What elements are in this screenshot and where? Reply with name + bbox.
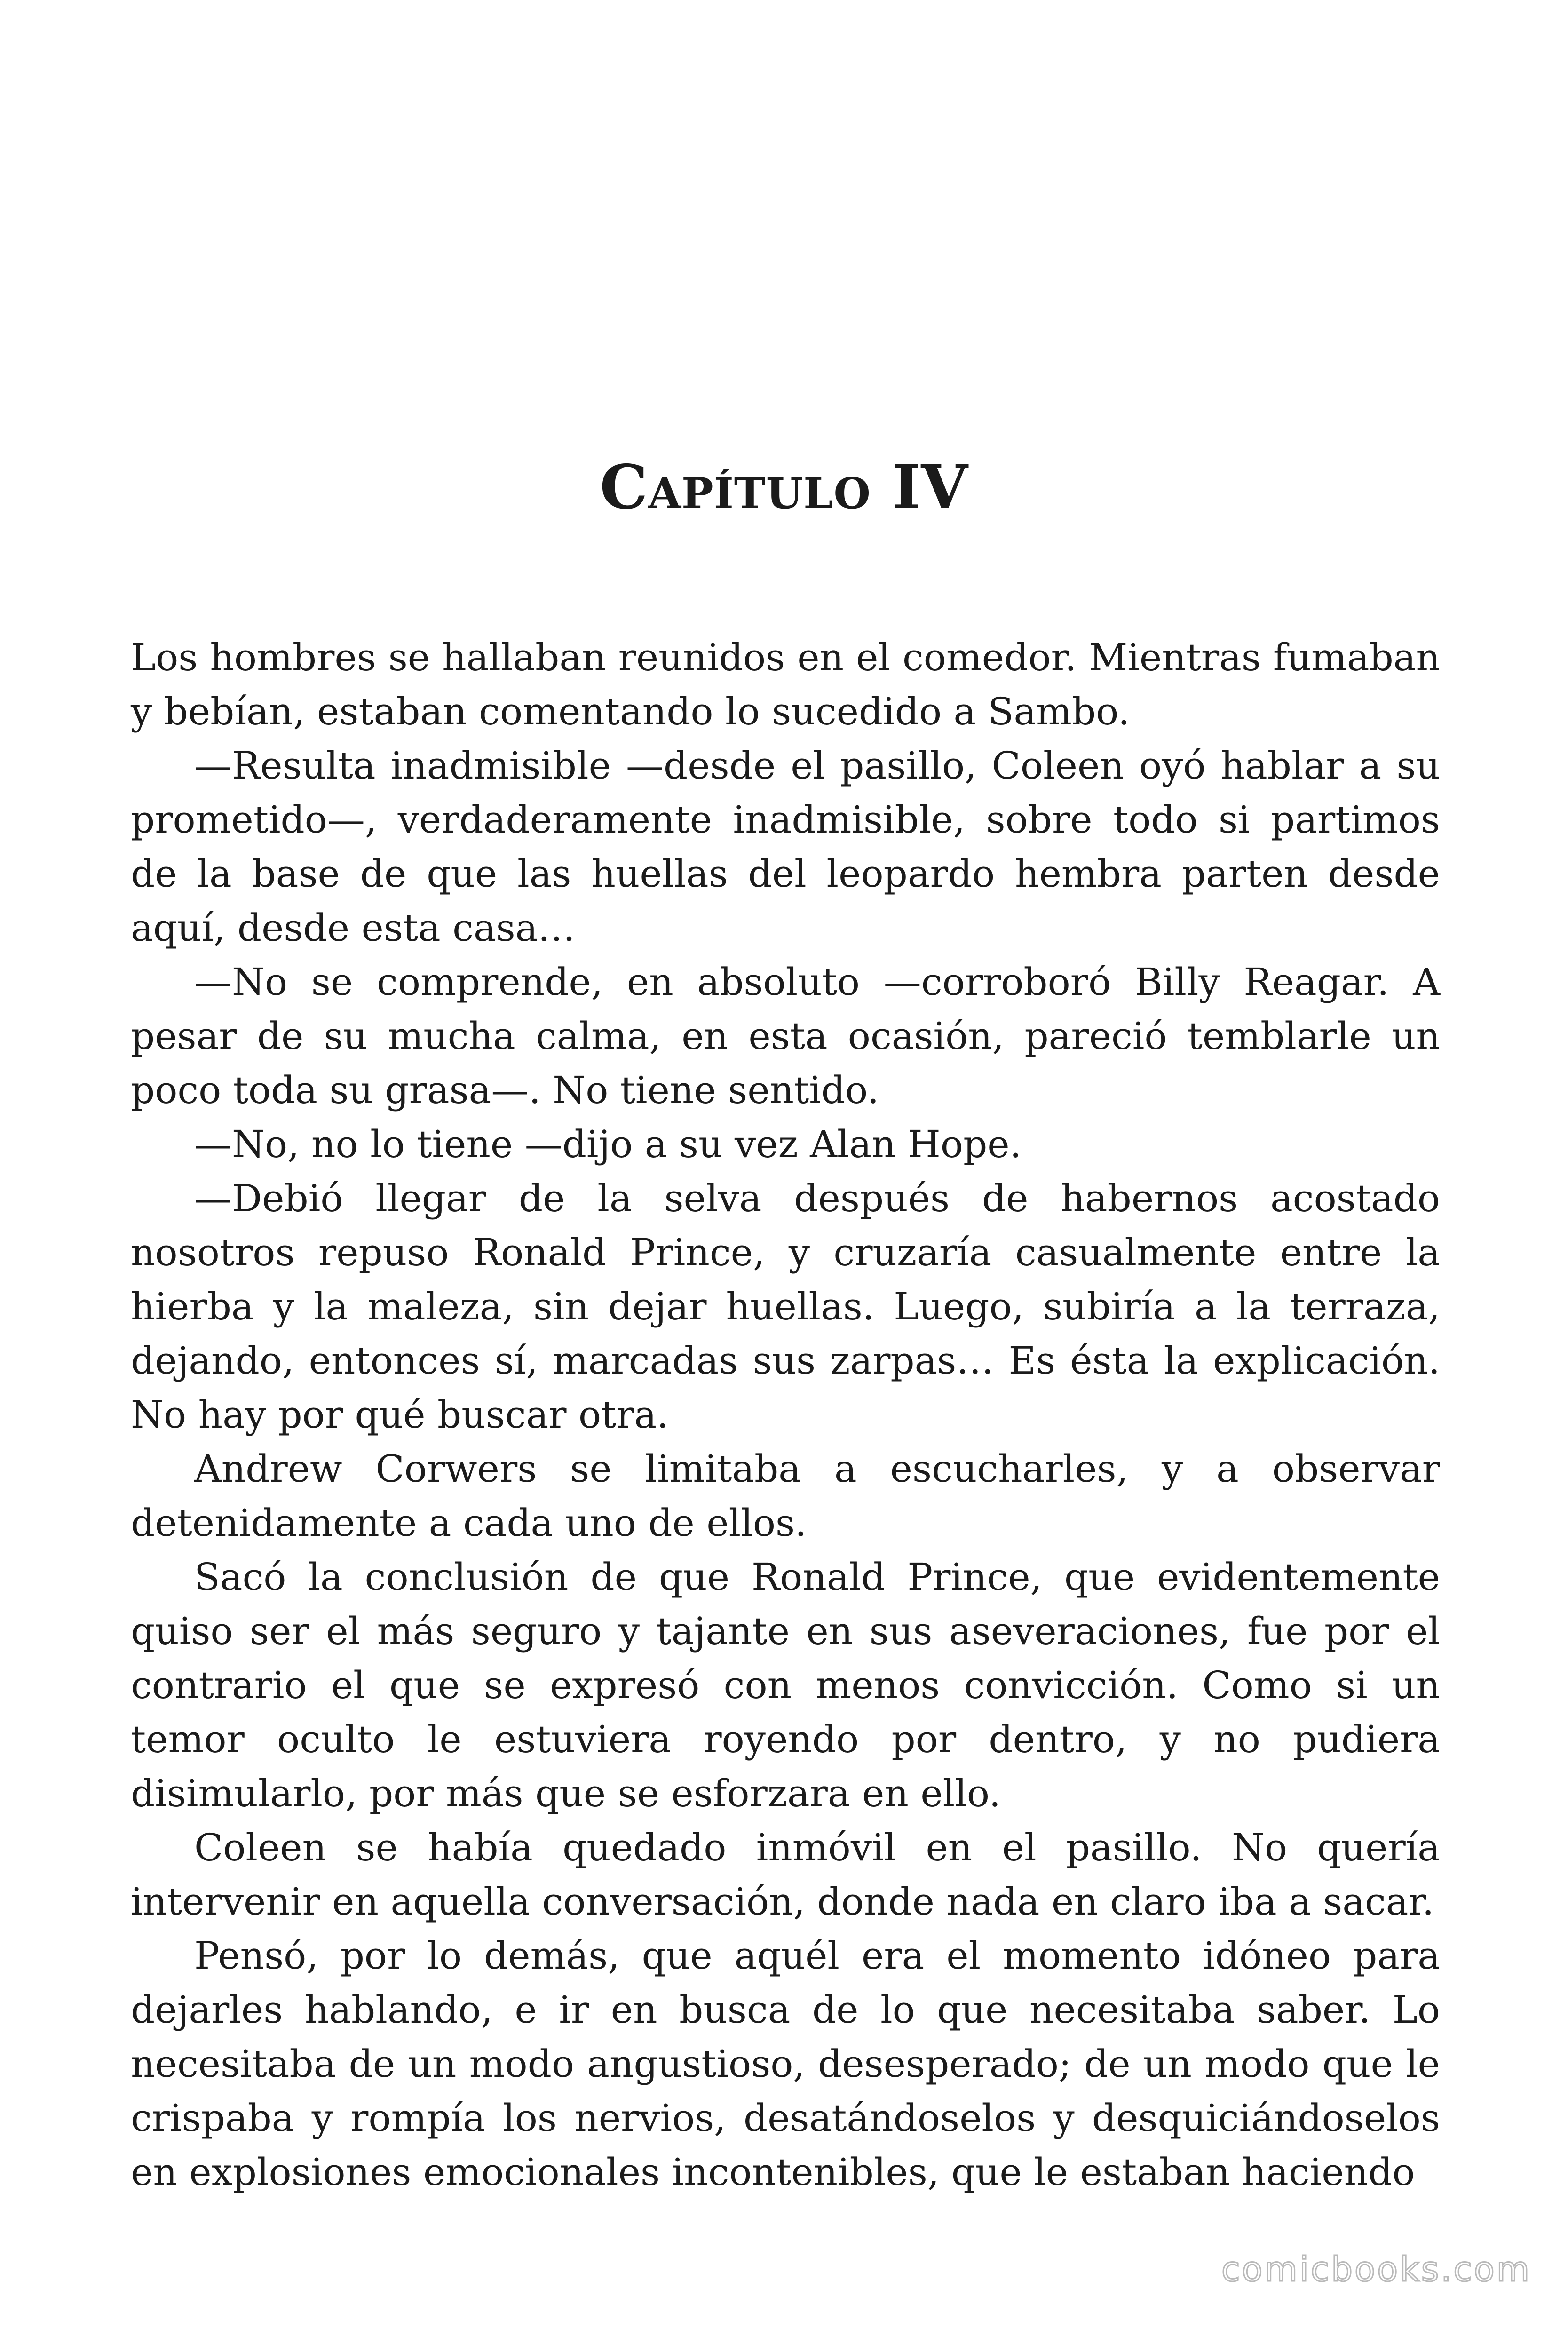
paragraph: Coleen se había quedado inmóvil en el pasillo. No quería intervenir en aquella conversación, donde nada en claro iba a sacar. [131, 1826, 1440, 1923]
watermark-text: comicbooks.com [1221, 2249, 1531, 2289]
chapter-title: Capítulo IV [600, 452, 968, 523]
chapter-body [131, 630, 1440, 2199]
paragraph: Pensó, por lo demás, que aquél era el momento idóneo para dejarles hablando, e ir en busca de lo que necesitaba saber. Lo necesitaba de un modo angustioso, desesperado; de un modo que le crispaba y rompía los nervios, desatándoselos y desquiciándoselos en explosiones emocionales incontenibles, que le estaban haciendo [131, 1934, 1440, 2194]
paragraph: —Resulta inadmisible —desde el pasillo, Coleen oyó hablar a su prometido—, verdaderamente inadmisible, sobre todo si partimos de la base de que las huellas del leopardo hembra parten desde aquí, desde esta casa… [131, 744, 1440, 950]
paragraph: Sacó la conclusión de que Ronald Prince, que evidentemente quiso ser el más seguro y tajante en sus aseveraciones, fue por el contrario el que se expresó con menos convicción. Como si un temor oculto le estuviera royendo por dentro, y no pudiera disimularlo, por más que se esforzara en ello. [131, 1555, 1440, 1815]
paragraph: Andrew Corwers se limitaba a escucharles, y a observar detenidamente a cada uno de ellos. [131, 1447, 1440, 1545]
paragraph: —Debió llegar de la selva después de habernos acostado nosotros repuso Ronald Prince, y cruzaría casualmente entre la hierba y la maleza, sin dejar huellas. Luego, subiría a la terraza, dejando, entonces sí, marcadas sus zarpas… Es ésta la explicación. No hay por qué buscar otra. [131, 1176, 1440, 1437]
paragraph: —No se comprende, en absoluto —corroboró Billy Reagar. A pesar de su mucha calma, en esta ocasión, pareció temblarle un poco toda su grasa—. No tiene sentido. [131, 960, 1440, 1112]
paragraph: Los hombres se hallaban reunidos en el comedor. Mientras fumaban y bebían, estaban comentando lo sucedido a Sambo. [131, 636, 1440, 733]
paragraph: —No, no lo tiene —dijo a su vez Alan Hope. [194, 1122, 1022, 1166]
